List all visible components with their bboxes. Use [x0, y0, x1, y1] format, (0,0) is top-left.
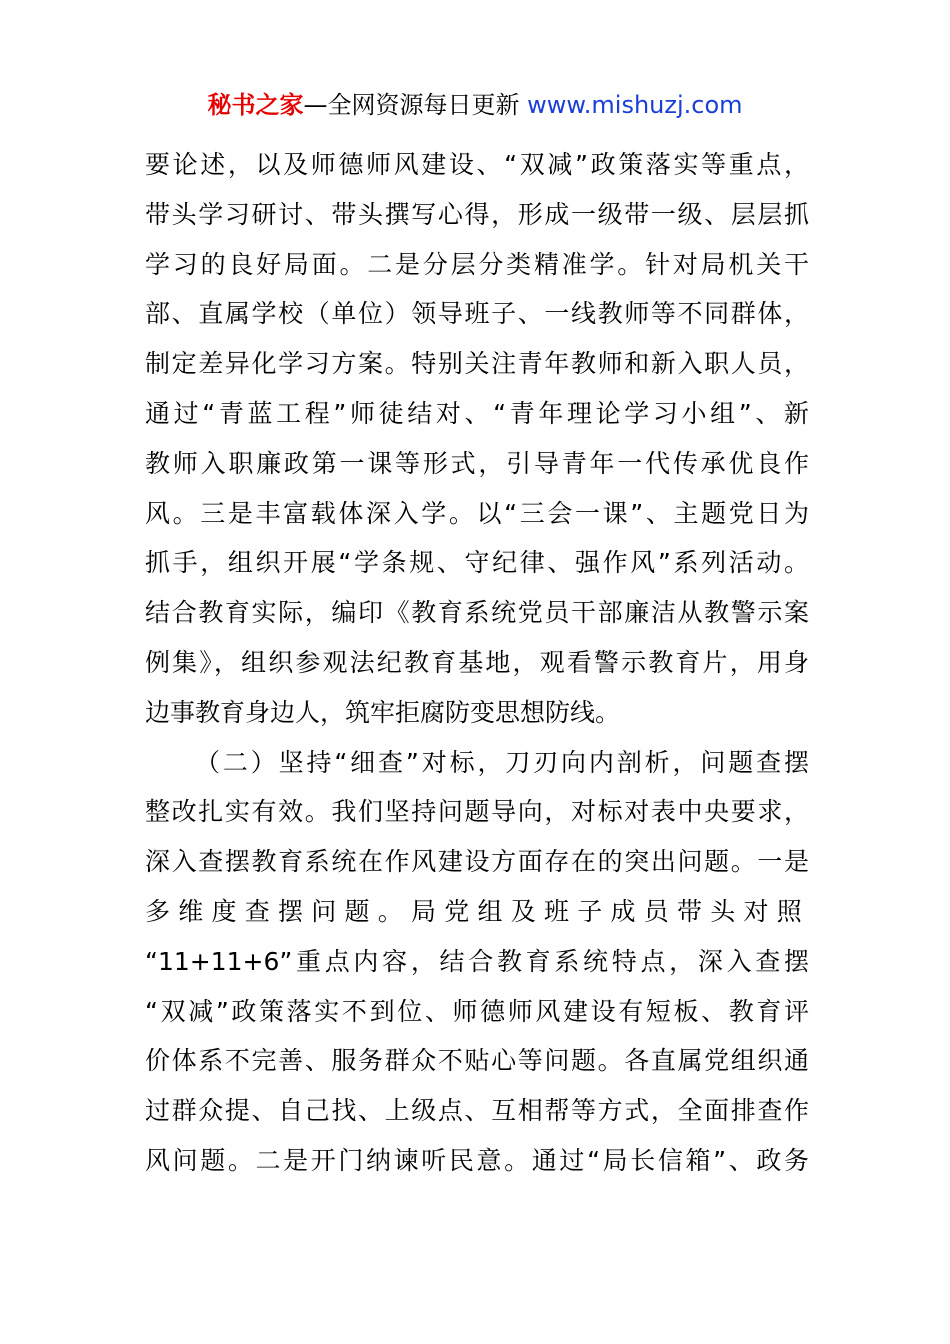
text-line: 结合教育实际，编印《教育系统党员干部廉洁从教警示案: [145, 598, 809, 628]
text-line: 部、直属学校（单位）领导班子、一线教师等不同群体，: [145, 299, 809, 329]
text-line: 学习的良好局面。二是分层分类精准学。针对局机关干: [145, 249, 809, 279]
text-line: 例集》，组织参观法纪教育基地，观看警示教育片，用身: [145, 647, 809, 677]
section-heading-line: （二）坚持“细查”对标，刀刃向内剖析，问题查摆: [195, 747, 809, 777]
text-line: 风。三是丰富载体深入学。以“三会一课”、主题党日为: [145, 498, 809, 528]
site-header: [0, 88, 950, 122]
text-line: 深入查摆教育系统在作风建设方面存在的突出问题。一是: [145, 847, 809, 877]
text-line: 抓手，组织开展“学条规、守纪律、强作风”系列活动。: [145, 548, 809, 578]
text-line: 整改扎实有效。我们坚持问题导向，对标对表中央要求，: [145, 797, 809, 827]
text-line: 要论述，以及师德师风建设、“双减”政策落实等重点，: [145, 150, 809, 179]
paragraph-end-line: 边事教育身边人，筑牢拒腐防变思想防线。: [145, 697, 621, 727]
text-line: 教师入职廉政第一课等形式，引导青年一代传承优良作: [145, 448, 809, 478]
text-line: 带头学习研讨、带头撰写心得，形成一级带一级、层层抓: [145, 199, 809, 229]
site-brand: 秘书之家: [207, 91, 304, 119]
site-tagline: —全网资源每日更新: [303, 91, 528, 119]
site-url-link[interactable]: www.mishuzj.com: [527, 91, 743, 119]
document-body: [145, 140, 809, 1186]
text-line: 风问题。二是开门纳谏听民意。通过“局长信箱”、政务: [145, 1145, 809, 1175]
text-line: 多维度查摆问题。局党组及班子成员带头对照: [145, 896, 811, 926]
text-line: 通过“青蓝工程”师徒结对、“青年理论学习小组”、新: [145, 398, 809, 428]
text-line: 价体系不完善、服务群众不贴心等问题。各直属党组织通: [145, 1046, 809, 1076]
text-line: 制定差异化学习方案。特别关注青年教师和新入职人员，: [145, 349, 809, 379]
text-line: “11+11+6”重点内容，结合教育系统特点，深入查摆: [145, 946, 809, 976]
text-line: 过群众提、自己找、上级点、互相帮等方式，全面排查作: [145, 1096, 809, 1126]
text-line: “双减”政策落实不到位、师德师风建设有短板、教育评: [145, 996, 809, 1026]
